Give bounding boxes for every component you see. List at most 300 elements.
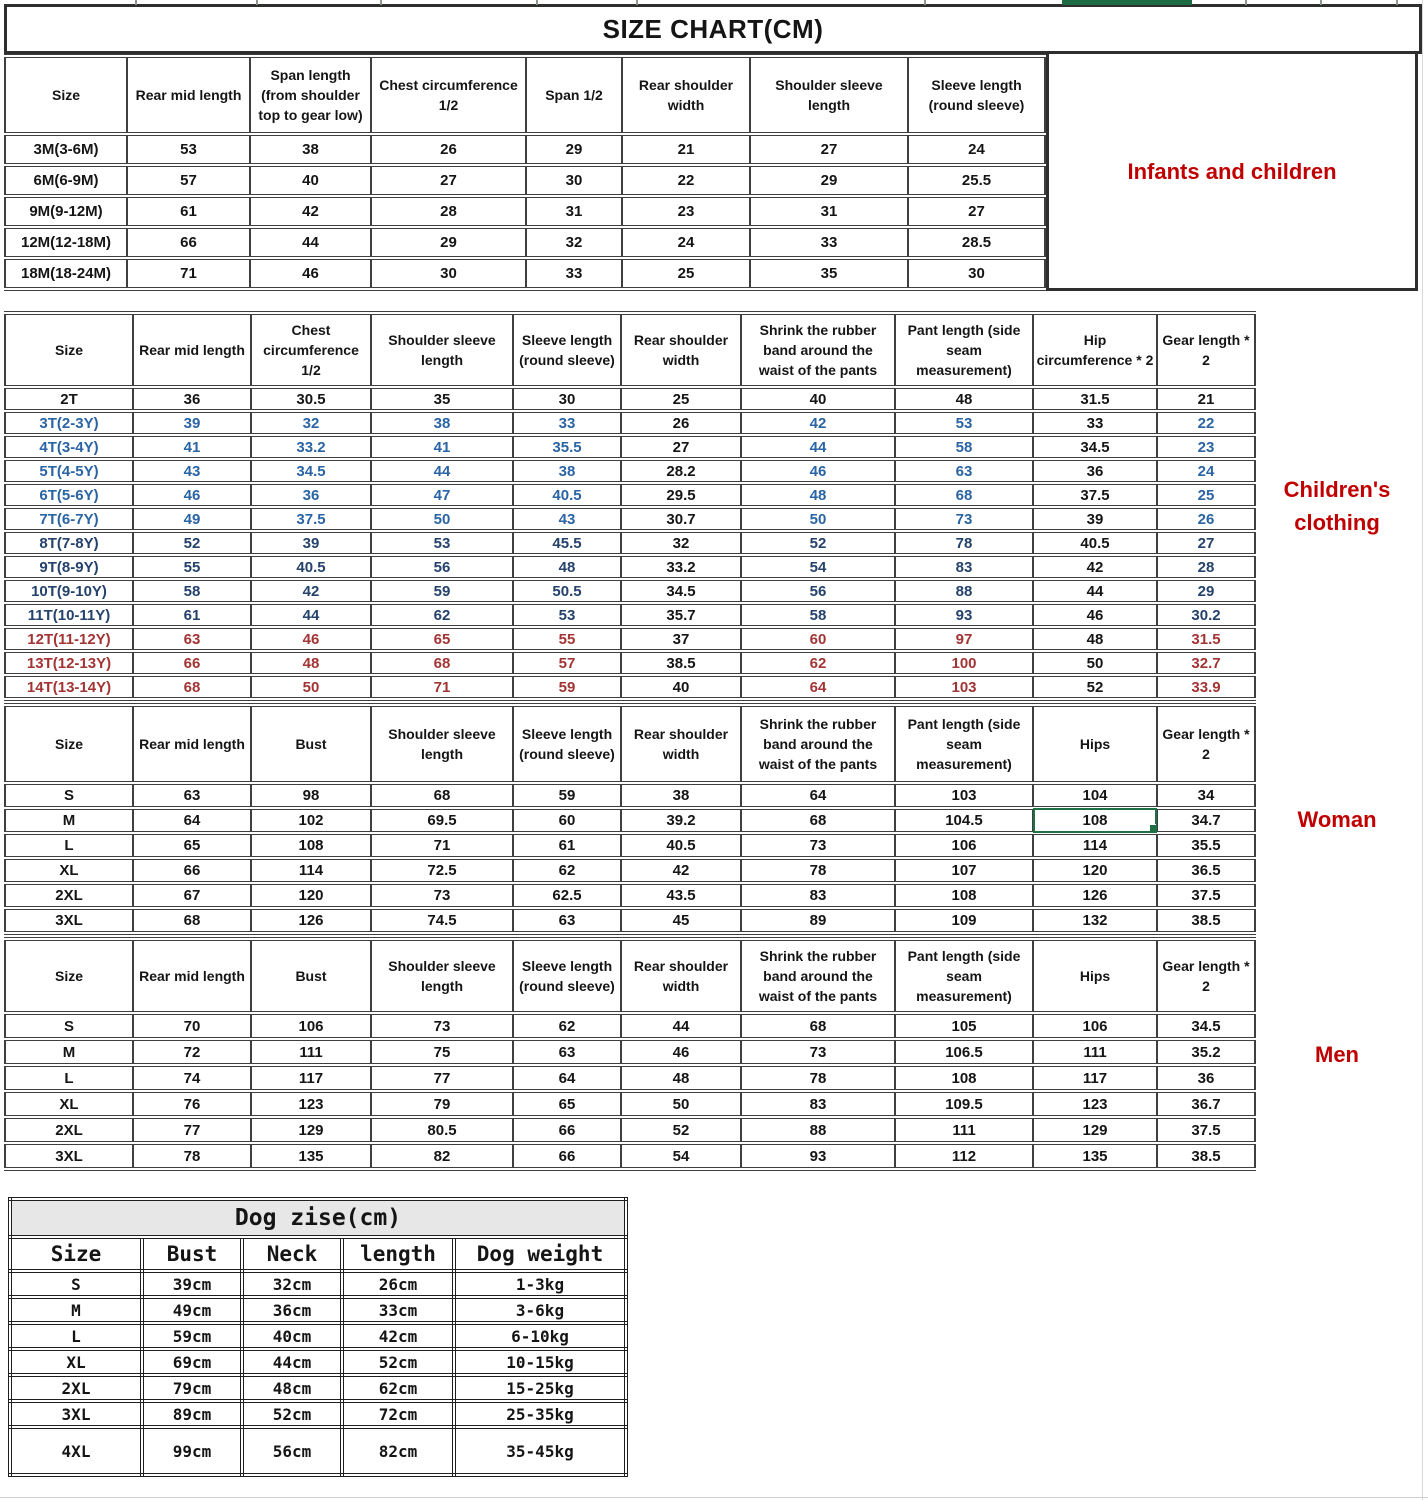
table-cell: 114 <box>251 858 371 883</box>
column-header: Bust <box>251 705 371 783</box>
table-cell: 78 <box>133 1143 251 1169</box>
table-cell: 44 <box>621 1013 741 1039</box>
table-cell: 34.7 <box>1157 808 1255 833</box>
table-cell: 50 <box>741 507 895 531</box>
table-cell: 88 <box>895 579 1033 603</box>
column-header: Rear shoulder width <box>621 705 741 783</box>
table-cell: 40.5 <box>621 833 741 858</box>
table-cell: 30 <box>526 165 622 196</box>
table-cell: 108 <box>895 1065 1033 1091</box>
table-cell: 111 <box>251 1039 371 1065</box>
table-cell: 24 <box>1157 459 1255 483</box>
table-cell: 36.7 <box>1157 1091 1255 1117</box>
table-cell: 73 <box>895 507 1033 531</box>
table-cell: 111 <box>895 1117 1033 1143</box>
table-cell: 34.5 <box>1033 435 1157 459</box>
table-cell: 76 <box>133 1091 251 1117</box>
table-cell: 26 <box>371 134 526 165</box>
table-cell: 135 <box>1033 1143 1157 1169</box>
table-cell: 26 <box>1157 507 1255 531</box>
table-cell: 107 <box>895 858 1033 883</box>
table-cell: 48 <box>741 483 895 507</box>
column-header: Pant length (side seam measurement) <box>895 939 1033 1013</box>
table-cell: 106 <box>1033 1013 1157 1039</box>
table-cell: 38 <box>621 783 741 808</box>
table-cell: 35-45kg <box>454 1427 626 1475</box>
table-cell: 62 <box>371 603 513 627</box>
table-cell: 59cm <box>142 1323 242 1349</box>
table-cell: 62.5 <box>513 883 621 908</box>
table-cell: 42cm <box>342 1323 454 1349</box>
table-row <box>5 1091 1255 1117</box>
table-cell: 40cm <box>242 1323 342 1349</box>
table-cell: 66 <box>133 651 251 675</box>
table-cell: 42 <box>621 858 741 883</box>
table-cell: 29 <box>371 227 526 258</box>
column-header: Hip circumference * 2 <box>1033 313 1157 387</box>
table-cell: 82cm <box>342 1427 454 1475</box>
table-row <box>5 783 1255 808</box>
table-cell: 25-35kg <box>454 1401 626 1427</box>
table-row <box>5 227 1045 258</box>
table-row <box>5 387 1255 411</box>
table-cell: 75 <box>371 1039 513 1065</box>
table-cell: S <box>5 1013 133 1039</box>
table-row <box>5 258 1045 289</box>
table-cell: 31 <box>750 196 908 227</box>
table-cell: 123 <box>251 1091 371 1117</box>
table-cell: 2T <box>5 387 133 411</box>
table-cell: 93 <box>895 603 1033 627</box>
table-cell: 54 <box>621 1143 741 1169</box>
table-cell: 105 <box>895 1013 1033 1039</box>
table-row <box>5 579 1255 603</box>
table-cell: XL <box>10 1349 142 1375</box>
dog-size-table <box>8 1197 628 1477</box>
header-row <box>5 939 1255 1013</box>
table-cell: 42 <box>1033 555 1157 579</box>
table-cell: 38.5 <box>621 651 741 675</box>
table-cell: 52 <box>621 1117 741 1143</box>
table-cell: 68 <box>133 908 251 933</box>
table-cell: 66 <box>513 1117 621 1143</box>
table-cell: 50 <box>251 675 371 699</box>
table-cell: 104 <box>1033 783 1157 808</box>
men-size-table <box>4 937 1256 1171</box>
table-cell: 78 <box>741 858 895 883</box>
table-cell: 98 <box>251 783 371 808</box>
column-header: Pant length (side seam measurement) <box>895 313 1033 387</box>
table-cell: 64 <box>133 808 251 833</box>
table-cell: 27 <box>908 196 1045 227</box>
table-cell: 44 <box>741 435 895 459</box>
table-row <box>5 1039 1255 1065</box>
table-cell: 68 <box>371 651 513 675</box>
column-header: Neck <box>242 1237 342 1271</box>
table-cell: 44 <box>1033 579 1157 603</box>
table-cell: 57 <box>513 651 621 675</box>
table-cell: 53 <box>371 531 513 555</box>
column-header: Shrink the rubber band around the waist of the pants <box>741 705 895 783</box>
table-cell: 27 <box>750 134 908 165</box>
table-cell: 33 <box>513 411 621 435</box>
table-cell: 46 <box>250 258 371 289</box>
woman-size-table <box>4 703 1256 935</box>
table-row <box>5 134 1045 165</box>
column-header: Span length (from shoulder top to gear low) <box>250 56 371 134</box>
table-cell: 68 <box>133 675 251 699</box>
table-cell: 64 <box>741 675 895 699</box>
table-cell: 48 <box>621 1065 741 1091</box>
column-header: Hips <box>1033 705 1157 783</box>
table-cell: 52cm <box>342 1349 454 1375</box>
table-cell: 56 <box>741 579 895 603</box>
children-size-table <box>4 311 1256 701</box>
table-row <box>5 196 1045 227</box>
column-header: Hips <box>1033 939 1157 1013</box>
table-cell: 21 <box>1157 387 1255 411</box>
table-row <box>5 908 1255 933</box>
table-cell: 73 <box>741 1039 895 1065</box>
table-cell: 126 <box>1033 883 1157 908</box>
table-cell: 45 <box>621 908 741 933</box>
woman-label: Woman <box>1297 806 1377 832</box>
column-header: Shoulder sleeve length <box>371 939 513 1013</box>
column-header: Size <box>5 705 133 783</box>
table-cell: 72cm <box>342 1401 454 1427</box>
table-cell: 43 <box>133 459 251 483</box>
gridline-tick <box>536 0 538 5</box>
table-cell: 33 <box>750 227 908 258</box>
table-cell: 37.5 <box>251 507 371 531</box>
table-cell: XL <box>5 1091 133 1117</box>
table-cell: 74 <box>133 1065 251 1091</box>
table-row <box>5 883 1255 908</box>
table-cell: 3XL <box>5 908 133 933</box>
table-cell: 39 <box>1033 507 1157 531</box>
table-row <box>10 1323 626 1349</box>
table-cell: 42 <box>250 196 371 227</box>
column-header: Shrink the rubber band around the waist of the pants <box>741 939 895 1013</box>
table-cell: S <box>5 783 133 808</box>
table-row <box>10 1297 626 1323</box>
table-cell: 73 <box>371 883 513 908</box>
table-cell: 66 <box>133 858 251 883</box>
table-cell: 58 <box>741 603 895 627</box>
column-header: Bust <box>251 939 371 1013</box>
table-cell: 33 <box>1033 411 1157 435</box>
table-cell: 129 <box>1033 1117 1157 1143</box>
table-cell: 26cm <box>342 1271 454 1297</box>
section-dog <box>8 1197 1428 1477</box>
table-cell: 28.2 <box>621 459 741 483</box>
table-cell: 73 <box>371 1013 513 1039</box>
men-label: Men <box>1315 1041 1359 1067</box>
table-row <box>5 808 1255 833</box>
table-row <box>5 411 1255 435</box>
table-cell: 68 <box>371 783 513 808</box>
table-cell: 48 <box>895 387 1033 411</box>
table-cell: 22 <box>622 165 750 196</box>
table-cell: 4T(3-4Y) <box>5 435 133 459</box>
table-cell: 36 <box>1157 1065 1255 1091</box>
table-cell: 61 <box>127 196 250 227</box>
table-cell: 38.5 <box>1157 1143 1255 1169</box>
column-header: Size <box>5 939 133 1013</box>
table-cell: 41 <box>133 435 251 459</box>
column-header: Sleeve length (round sleeve) <box>513 705 621 783</box>
table-cell: 37.5 <box>1157 883 1255 908</box>
table-cell: 60 <box>513 808 621 833</box>
table-cell: 44cm <box>242 1349 342 1375</box>
table-cell: 48 <box>513 555 621 579</box>
table-cell: 126 <box>251 908 371 933</box>
table-cell: 25.5 <box>908 165 1045 196</box>
table-cell: 40 <box>621 675 741 699</box>
column-header: Shrink the rubber band around the waist of the pants <box>741 313 895 387</box>
table-cell: 25 <box>1157 483 1255 507</box>
column-header: Shoulder sleeve length <box>371 705 513 783</box>
table-cell: 83 <box>741 1091 895 1117</box>
table-cell: 108 <box>895 883 1033 908</box>
table-cell: 40.5 <box>1033 531 1157 555</box>
table-row <box>10 1401 626 1427</box>
section-infants <box>4 54 1418 291</box>
table-cell: 83 <box>895 555 1033 579</box>
table-cell: 65 <box>371 627 513 651</box>
column-header: Rear shoulder width <box>621 939 741 1013</box>
table-cell: 108 <box>251 833 371 858</box>
table-cell: 55 <box>133 555 251 579</box>
table-cell: 37.5 <box>1033 483 1157 507</box>
header-row <box>5 56 1045 134</box>
column-header: Rear mid length <box>133 939 251 1013</box>
column-header: Shoulder sleeve length <box>750 56 908 134</box>
table-cell: 49 <box>133 507 251 531</box>
dog-table-title: Dog zise(cm) <box>10 1199 626 1237</box>
table-cell: 104.5 <box>895 808 1033 833</box>
header-row <box>10 1237 626 1271</box>
table-cell: 44 <box>371 459 513 483</box>
table-cell: 3-6kg <box>454 1297 626 1323</box>
table-row <box>5 1065 1255 1091</box>
table-cell: 100 <box>895 651 1033 675</box>
table-cell: 120 <box>1033 858 1157 883</box>
column-header: Dog weight <box>454 1237 626 1271</box>
table-cell: 33.2 <box>621 555 741 579</box>
table-cell: 33cm <box>342 1297 454 1323</box>
column-header: Gear length * 2 <box>1157 705 1255 783</box>
table-cell: 83 <box>741 883 895 908</box>
table-cell: 32 <box>526 227 622 258</box>
table-cell: 123 <box>1033 1091 1157 1117</box>
table-cell: 62 <box>513 1013 621 1039</box>
table-cell: 34.5 <box>251 459 371 483</box>
table-row <box>10 1427 626 1475</box>
table-cell: 46 <box>251 627 371 651</box>
table-cell: 38 <box>250 134 371 165</box>
table-cell: 42 <box>741 411 895 435</box>
table-cell: 69cm <box>142 1349 242 1375</box>
table-cell: 93 <box>741 1143 895 1169</box>
infants-size-table <box>4 54 1046 291</box>
table-row <box>5 1143 1255 1169</box>
table-cell: 24 <box>622 227 750 258</box>
table-cell: 36.5 <box>1157 858 1255 883</box>
table-cell: 39 <box>133 411 251 435</box>
table-cell: 31 <box>526 196 622 227</box>
table-cell: 30 <box>908 258 1045 289</box>
section-men <box>4 937 1418 1171</box>
table-cell: 71 <box>371 675 513 699</box>
table-row <box>5 833 1255 858</box>
table-cell: 55 <box>513 627 621 651</box>
table-cell: 78 <box>741 1065 895 1091</box>
table-row <box>10 1349 626 1375</box>
table-cell: 9T(8-9Y) <box>5 555 133 579</box>
table-cell: S <box>10 1271 142 1297</box>
table-cell: 59 <box>371 579 513 603</box>
table-cell: 132 <box>1033 908 1157 933</box>
table-cell: 28 <box>371 196 526 227</box>
table-cell: 27 <box>371 165 526 196</box>
table-cell: 30.2 <box>1157 603 1255 627</box>
table-cell: 71 <box>127 258 250 289</box>
header-row <box>5 313 1255 387</box>
table-cell: 3XL <box>5 1143 133 1169</box>
gridline-tick <box>1320 0 1322 5</box>
gridline-tick <box>380 0 382 5</box>
table-cell: 6M(6-9M) <box>5 165 127 196</box>
table-cell: 68 <box>741 808 895 833</box>
table-cell: 49cm <box>142 1297 242 1323</box>
table-cell: 30 <box>371 258 526 289</box>
column-header: Pant length (side seam measurement) <box>895 705 1033 783</box>
table-cell: 6T(5-6Y) <box>5 483 133 507</box>
table-cell: 63 <box>895 459 1033 483</box>
table-row <box>10 1271 626 1297</box>
table-row <box>10 1375 626 1401</box>
table-cell: 62cm <box>342 1375 454 1401</box>
table-cell: 48 <box>1033 627 1157 651</box>
section-woman <box>4 703 1418 935</box>
table-cell: 29.5 <box>621 483 741 507</box>
table-cell: 10T(9-10Y) <box>5 579 133 603</box>
table-cell: 45.5 <box>513 531 621 555</box>
table-row <box>5 531 1255 555</box>
table-row <box>5 507 1255 531</box>
table-cell: 106.5 <box>895 1039 1033 1065</box>
table-row <box>5 1013 1255 1039</box>
column-header: Rear shoulder width <box>622 56 750 134</box>
table-cell: 72.5 <box>371 858 513 883</box>
table-cell: 50 <box>371 507 513 531</box>
table-cell: 111 <box>1033 1039 1157 1065</box>
page-title: SIZE CHART(CM) <box>4 4 1422 54</box>
table-cell: 52 <box>133 531 251 555</box>
infants-label: Infants and children <box>1046 54 1418 291</box>
table-cell: 64 <box>741 783 895 808</box>
table-cell: 31.5 <box>1033 387 1157 411</box>
table-cell: 68 <box>741 1013 895 1039</box>
table-cell: 60 <box>741 627 895 651</box>
column-header: Rear mid length <box>133 705 251 783</box>
table-cell: 44 <box>251 603 371 627</box>
table-cell: 14T(13-14Y) <box>5 675 133 699</box>
table-cell: 66 <box>513 1143 621 1169</box>
table-cell: 46 <box>621 1039 741 1065</box>
table-cell: 62 <box>513 858 621 883</box>
table-cell: 12M(12-18M) <box>5 227 127 258</box>
table-cell: 40 <box>250 165 371 196</box>
table-row <box>5 459 1255 483</box>
gridline-tick <box>135 0 137 5</box>
table-row <box>5 435 1255 459</box>
table-cell: 10-15kg <box>454 1349 626 1375</box>
table-cell: 3XL <box>10 1401 142 1427</box>
table-row <box>5 165 1045 196</box>
table-cell: 11T(10-11Y) <box>5 603 133 627</box>
table-cell: 5T(4-5Y) <box>5 459 133 483</box>
column-header: Bust <box>142 1237 242 1271</box>
table-cell: 120 <box>251 883 371 908</box>
table-cell: 112 <box>895 1143 1033 1169</box>
table-cell: 52cm <box>242 1401 342 1427</box>
table-cell: 50.5 <box>513 579 621 603</box>
table-cell: 40.5 <box>251 555 371 579</box>
table-cell: 37.5 <box>1157 1117 1255 1143</box>
table-cell: 3T(2-3Y) <box>5 411 133 435</box>
table-cell: 63 <box>133 783 251 808</box>
table-cell: 28 <box>1157 555 1255 579</box>
table-cell: 39 <box>251 531 371 555</box>
table-cell: 78 <box>895 531 1033 555</box>
column-header: Shoulder sleeve length <box>371 313 513 387</box>
table-cell: 8T(7-8Y) <box>5 531 133 555</box>
table-row <box>5 627 1255 651</box>
table-cell: 12T(11-12Y) <box>5 627 133 651</box>
column-header: Size <box>5 56 127 134</box>
table-cell: 41 <box>371 435 513 459</box>
children-label: Children's clothing <box>1283 477 1391 535</box>
table-cell: M <box>10 1297 142 1323</box>
table-cell: 43.5 <box>621 883 741 908</box>
table-cell: 27 <box>621 435 741 459</box>
column-header: Sleeve length (round sleeve) <box>513 939 621 1013</box>
table-cell: 59 <box>513 675 621 699</box>
table-cell: 77 <box>133 1117 251 1143</box>
table-cell: 25 <box>621 387 741 411</box>
table-cell: 63 <box>513 908 621 933</box>
table-cell: 117 <box>251 1065 371 1091</box>
table-cell: 35 <box>750 258 908 289</box>
table-cell: 89 <box>741 908 895 933</box>
table-cell: 39cm <box>142 1271 242 1297</box>
table-cell: 135 <box>251 1143 371 1169</box>
table-cell: 53 <box>127 134 250 165</box>
table-cell: 46 <box>133 483 251 507</box>
table-cell: 35.2 <box>1157 1039 1255 1065</box>
table-cell: 74.5 <box>371 908 513 933</box>
table-cell: 46 <box>1033 603 1157 627</box>
table-cell: 44 <box>250 227 371 258</box>
table-cell: 58 <box>895 435 1033 459</box>
table-cell: 1-3kg <box>454 1271 626 1297</box>
table-cell: 70 <box>133 1013 251 1039</box>
table-row <box>5 1117 1255 1143</box>
table-cell: 24 <box>908 134 1045 165</box>
table-cell: 42 <box>251 579 371 603</box>
